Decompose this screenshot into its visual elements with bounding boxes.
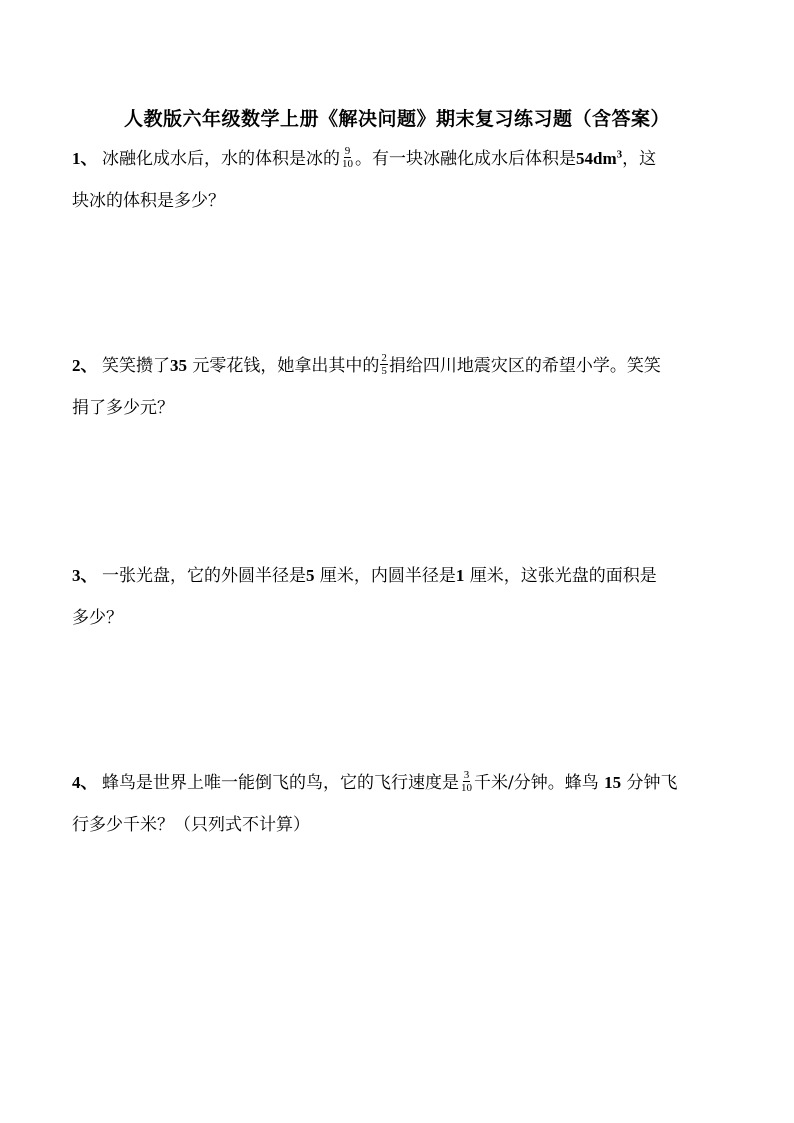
question-text: 一张光盘，它的外圆半径是 [102, 566, 306, 586]
question-text: 冰融化成水后，水的体积是冰的 [102, 149, 340, 169]
question-2-line-2: 捐了多少元？ [72, 398, 174, 418]
question-3 [72, 560, 726, 634]
fraction [380, 352, 388, 377]
fraction-numerator: 3 [463, 769, 470, 781]
fraction [341, 145, 354, 170]
page-title: 人教版六年级数学上册《解决问题》期末复习练习题（含答案） [123, 108, 670, 130]
question-text: 元零花钱，她拿出其中的 [192, 356, 380, 376]
volume-exponent: 3 [616, 148, 623, 161]
question-text: ，这 [622, 149, 657, 169]
question-text: 。有一块冰融化成水后体积是 [355, 149, 576, 169]
question-4-line-2: 行多少千米？（只列式不计算） [72, 815, 310, 835]
question-3-line-2: 多少？ [72, 608, 123, 628]
question-number: 1、 [72, 149, 98, 168]
question-number: 3、 [72, 566, 98, 585]
question-1-line-2: 块冰的体积是多少？ [72, 191, 225, 211]
question-text: 笑笑攒了 [102, 356, 170, 376]
question-3-line-1 [72, 560, 726, 592]
question-1-line-1 [72, 143, 726, 175]
fraction [460, 769, 473, 794]
fraction-denominator: 10 [461, 782, 472, 794]
inner-radius-value: 1 [455, 566, 465, 585]
volume-value: 54dm [576, 149, 617, 168]
outer-radius-value: 5 [306, 566, 315, 585]
question-text: 厘米，内圆半径是 [319, 566, 456, 586]
question-number: 4、 [72, 773, 98, 792]
question-text: 蜂鸟是世界上唯一能倒飞的鸟，它的飞行速度是 [102, 773, 459, 793]
question-1 [72, 143, 726, 217]
fraction-numerator: 9 [344, 145, 351, 157]
question-text: 捐给四川地震灾区的希望小学。笑笑 [388, 356, 661, 376]
fraction-denominator: 10 [342, 158, 353, 170]
question-text: 分钟飞 [626, 773, 678, 793]
question-text: 千米/分钟。蜂鸟 [474, 773, 599, 793]
question-4 [72, 767, 726, 841]
question-4-line-1 [72, 767, 726, 799]
fraction-numerator: 2 [381, 352, 387, 364]
question-text: 厘米，这张光盘的面积是 [469, 566, 657, 586]
question-2-line-1 [72, 350, 726, 382]
question-2 [72, 350, 726, 424]
minutes-value: 15 [604, 773, 622, 792]
amount-value: 35 [170, 356, 187, 375]
question-number: 2、 [72, 356, 98, 375]
fraction-denominator: 5 [381, 365, 387, 377]
